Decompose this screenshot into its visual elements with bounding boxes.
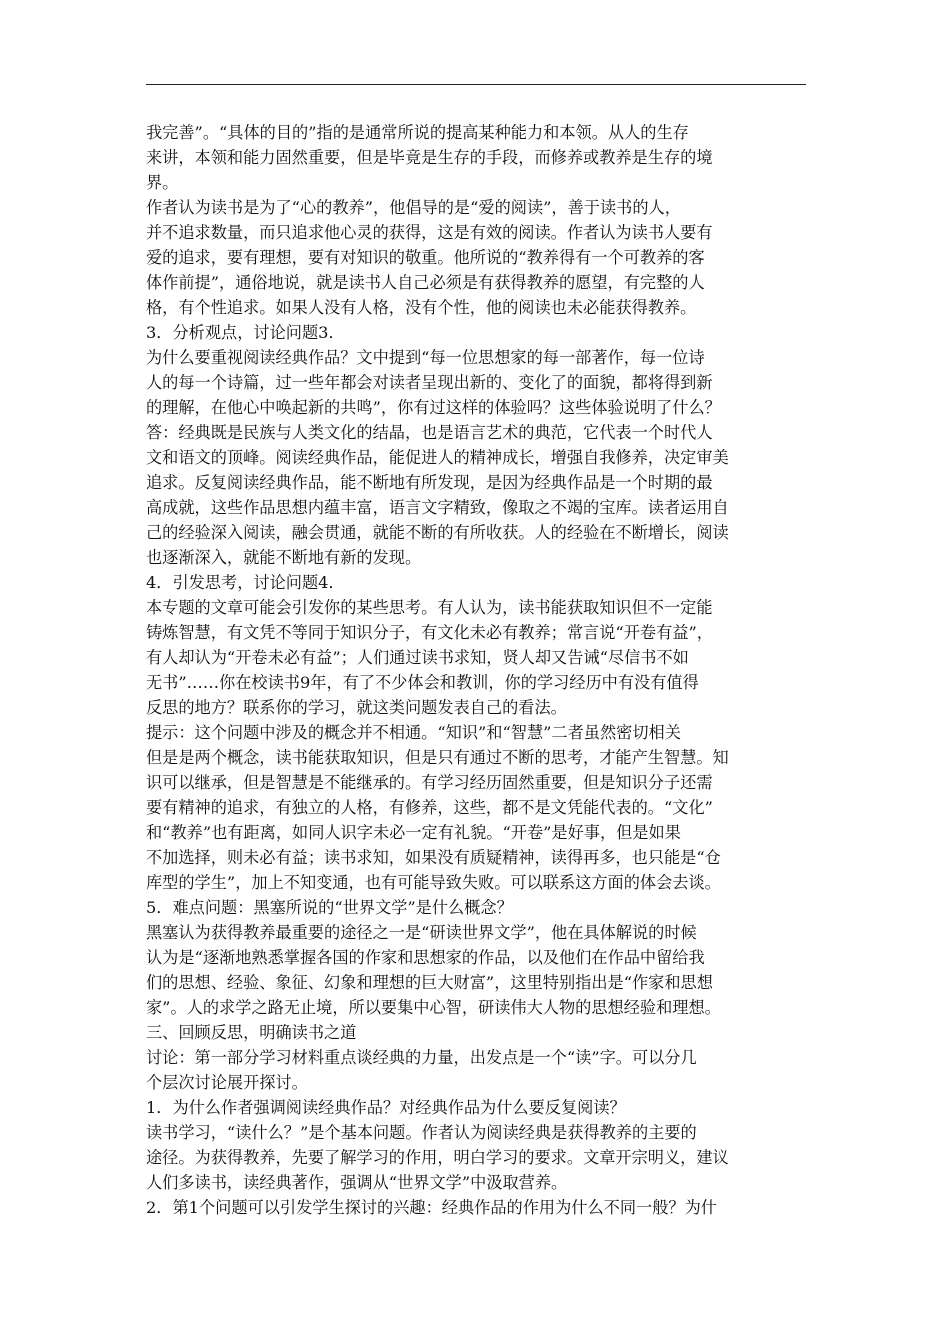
text-line: 家”。人的求学之路无止境，所以要集中心智，研读伟大人物的思想经验和理想。 (146, 998, 721, 1017)
header-rule (146, 84, 806, 85)
text-line: 读书学习，“读什么？”是个基本问题。作者认为阅读经典是获得教养的主要的 (146, 1123, 697, 1142)
text-line: 追求。反复阅读经典作品，能不断地有所发现，是因为经典作品是一个时期的最 (146, 473, 713, 492)
text-line: 无书”……你在校读书9年，有了不少体会和教训，你的学习经历中有没有值得 (146, 673, 699, 692)
text-line: 答：经典既是民族与人类文化的结晶，也是语言艺术的典范，它代表一个时代人 (146, 423, 713, 442)
text-line: 提示：这个问题中涉及的概念并不相通。“知识”和“智慧”二者虽然密切相关 (146, 723, 681, 742)
text-line: 4．引发思考，讨论问题4． (146, 573, 345, 592)
text-line: 反思的地方？联系你的学习，就这类问题发表自己的看法。 (146, 698, 567, 717)
text-line: 们的思想、经验、象征、幻象和理想的巨大财富”，这里特别指出是“作家和思想 (146, 973, 713, 992)
text-line: 爱的追求，要有理想，要有对知识的敬重。他所说的“教养得有一个可教养的客 (146, 248, 705, 267)
text-line: 三、回顾反思，明确读书之道 (146, 1023, 357, 1042)
text-line: 本专题的文章可能会引发你的某些思考。有人认为，读书能获取知识但不一定能 (146, 598, 713, 617)
text-line: 界。 (146, 173, 179, 192)
text-line: 识可以继承，但是智慧是不能继承的。有学习经历固然重要，但是知识分子还需 (146, 773, 713, 792)
text-line: 的理解，在他心中唤起新的共鸣”，你有过这样的体验吗？这些体验说明了什么？ (146, 398, 721, 417)
text-line: 1．为什么作者强调阅读经典作品？对经典作品为什么要反复阅读？ (146, 1098, 626, 1117)
text-line: 不加选择，则未必有益；读书求知，如果没有质疑精神，读得再多，也只能是“仓 (146, 848, 721, 867)
text-line: 并不追求数量，而只追求他心灵的获得，这是有效的阅读。作者认为读书人要有 (146, 223, 713, 242)
text-line: 人们多读书，读经典著作，强调从“世界文学”中汲取营养。 (146, 1173, 568, 1192)
text-line: 铸炼智慧，有文凭不等同于知识分子，有文化未必有教养；常言说“开卷有益”， (146, 623, 713, 642)
text-line: 要有精神的追求，有独立的人格，有修养，这些，都不是文凭能代表的。“文化” (146, 798, 713, 817)
text-line: 我完善”。“具体的目的”指的是通常所说的提高某种能力和本领。从人的生存 (146, 123, 689, 142)
text-line: 认为是“逐渐地熟悉掌握各国的作家和思想家的作品，以及他们在作品中留给我 (146, 948, 705, 967)
text-line: 有人却认为“开卷未必有益”；人们通过读书求知，贤人却又告诫“尽信书不如 (146, 648, 689, 667)
text-line: 高成就，这些作品思想内蕴丰富，语言文字精致，像取之不竭的宝库。读者运用自 (146, 498, 729, 517)
text-line: 作者认为读书是为了“心的教养”，他倡导的是“爱的阅读”，善于读书的人， (146, 198, 681, 217)
text-line: 黑塞认为获得教养最重要的途径之一是“研读世界文学”，他在具体解说的时候 (146, 923, 697, 942)
text-line: 文和语文的顶峰。阅读经典作品，能促进人的精神成长，增强自我修养，决定审美 (146, 448, 729, 467)
text-line: 5．难点问题：黑塞所说的“世界文学”是什么概念？ (146, 898, 513, 917)
text-line: 格，有个性追求。如果人没有人格，没有个性，他的阅读也未必能获得教养。 (146, 298, 697, 317)
text-line: 体作前提”，通俗地说，就是读书人自己必须是有获得教养的愿望，有完整的人 (146, 273, 705, 292)
text-line: 和“教养”也有距离，如同人识字未必一定有礼貌。“开卷”是好事，但是如果 (146, 823, 681, 842)
text-line: 也逐渐深入，就能不断地有新的发现。 (146, 548, 422, 567)
text-line: 为什么要重视阅读经典作品？文中提到“每一位思想家的每一部著作，每一位诗 (146, 348, 705, 367)
document-body (146, 120, 811, 1220)
text-line: 途径。为获得教养，先要了解学习的作用，明白学习的要求。文章开宗明义，建议 (146, 1148, 729, 1167)
text-line: 库型的学生”，加上不知变通，也有可能导致失败。可以联系这方面的体会去谈。 (146, 873, 721, 892)
text-line: 2．第1个问题可以引发学生探讨的兴趣：经典作品的作用为什么不同一般？为什 (146, 1198, 717, 1217)
text-line: 来讲，本领和能力固然重要，但是毕竟是生存的手段，而修养或教养是生存的境 (146, 148, 713, 167)
text-line: 个层次讨论展开探讨。 (146, 1073, 308, 1092)
text-line: 人的每一个诗篇，过一些年都会对读者呈现出新的、变化了的面貌，都将得到新 (146, 373, 713, 392)
text-line: 己的经验深入阅读，融会贯通，就能不断的有所收获。人的经验在不断增长，阅读 (146, 523, 729, 542)
text-line: 讨论：第一部分学习材料重点谈经典的力量，出发点是一个“读”字。可以分几 (146, 1048, 697, 1067)
text-line: 但是是两个概念，读书能获取知识，但是只有通过不断的思考，才能产生智慧。知 (146, 748, 729, 767)
text-line: 3．分析观点，讨论问题3． (146, 323, 345, 342)
